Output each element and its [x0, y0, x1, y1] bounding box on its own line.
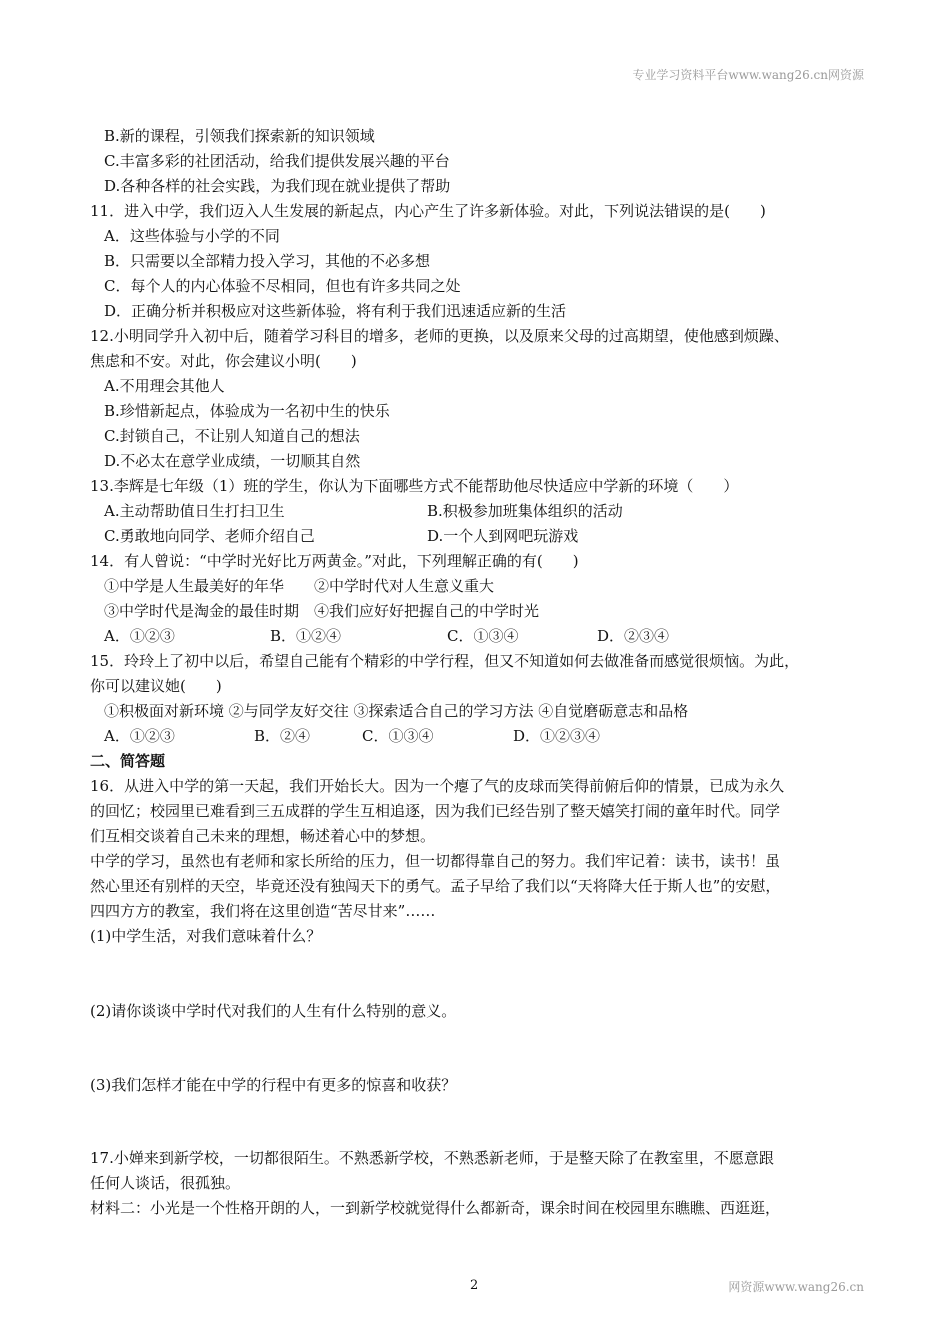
- q10-option-b: B.新的课程，引领我们探索新的知识领域: [104, 127, 375, 145]
- q17-passage-line2: 任何人谈话，很孤独。: [90, 1174, 241, 1192]
- q11-stem: 11．进入中学，我们迈入人生发展的新起点，内心产生了许多新体验。对此，下列说法错误的是( ): [90, 202, 766, 220]
- q12-option-c: C.封锁自己，不让别人知道自己的想法: [104, 427, 360, 445]
- q11-option-a: A．这些体验与小学的不同: [104, 227, 280, 245]
- q14-option-d: D．②③④: [597, 627, 670, 645]
- q12-option-b: B.珍惜新起点，体验成为一名初中生的快乐: [104, 402, 390, 420]
- q15-stem-line2: 你可以建议她( ): [90, 677, 222, 695]
- q12-stem-line1: 12.小明同学升入初中后，随着学习科目的增多，老师的更换，以及原来父母的过高期望，使他感到烦躁、: [90, 327, 789, 345]
- q14-statements-2: ③中学时代是淘金的最佳时期 ④我们应好好把握自己的中学时光: [104, 602, 540, 620]
- q14-option-c: C．①③④: [447, 627, 519, 645]
- q13-option-c: C.勇敢地向同学、老师介绍自己: [104, 527, 315, 545]
- q13-option-b: B.积极参加班集体组织的活动: [427, 502, 623, 520]
- page-number: 2: [470, 1278, 479, 1293]
- q12-option-a: A.不用理会其他人: [104, 377, 225, 395]
- q10-option-d: D.各种各样的社会实践，为我们现在就业提供了帮助: [104, 177, 451, 195]
- q13-option-d: D.一个人到网吧玩游戏: [427, 527, 579, 545]
- q17-material-2: 材料二：小光是一个性格开朗的人，一到新学校就觉得什么都新奇，课余时间在校园里东瞧瞧、西逛逛，: [90, 1199, 781, 1217]
- q16-passage-line2: 的回忆；校园里已难看到三五成群的学生互相追逐，因为我们已经告别了整天嬉笑打闹的童年时代。同学: [90, 802, 781, 820]
- q13-option-a: A.主动帮助值日生打扫卫生: [104, 502, 285, 520]
- q11-option-c: C．每个人的内心体验不尽相同，但也有许多共同之处: [104, 277, 461, 295]
- q16-passage-line3: 们互相交谈着自己未来的理想，畅述着心中的梦想。: [90, 827, 436, 845]
- q14-statements-1: ①中学是人生最美好的年华 ②中学时代对人生意义重大: [104, 577, 495, 595]
- q10-option-c: C.丰富多彩的社团活动，给我们提供发展兴趣的平台: [104, 152, 450, 170]
- q16-subquestion-1: (1)中学生活，对我们意味着什么？: [90, 927, 322, 945]
- q15-option-d: D．①②③④: [513, 727, 601, 745]
- q11-option-b: B．只需要以全部精力投入学习，其他的不必多想: [104, 252, 431, 270]
- q16-subquestion-3: (3)我们怎样才能在中学的行程中有更多的惊喜和收获？: [90, 1076, 457, 1094]
- q13-stem: 13.李辉是七年级（1）班的学生，你认为下面哪些方式不能帮助他尽快适应中学新的环境（ ）: [90, 477, 739, 495]
- page-header-source: 专业学习资料平台www.wang26.cn网资源: [632, 68, 864, 82]
- q16-subquestion-2: (2)请你谈谈中学时代对我们的人生有什么特别的意义。: [90, 1002, 457, 1020]
- q14-option-a: A．①②③: [104, 627, 175, 645]
- q15-option-a: A．①②③: [104, 727, 175, 745]
- q11-option-d: D．正确分析并积极应对这些新体验，将有利于我们迅速适应新的生活: [104, 302, 567, 320]
- q15-option-b: B．②④: [254, 727, 311, 745]
- q16-passage-line1: 16．从进入中学的第一天起，我们开始长大。因为一个瘪了气的皮球而笑得前俯后仰的情景，已成为永久: [90, 777, 785, 795]
- q15-option-c: C．①③④: [362, 727, 434, 745]
- q14-option-b: B．①②④: [270, 627, 342, 645]
- q15-stem-line1: 15．玲玲上了初中以后，希望自己能有个精彩的中学行程，但又不知道如何去做准备而感觉很烦恼。为此，: [90, 652, 800, 670]
- footer-source: 网资源www.wang26.cn: [728, 1280, 864, 1294]
- q16-passage-line6: 四四方方的教室，我们将在这里创造“苦尽甘来”……: [90, 902, 436, 920]
- q17-passage-line1: 17.小婵来到新学校，一切都很陌生。不熟悉新学校，不熟悉新老师，于是整天除了在教室里，不愿意跟: [90, 1149, 774, 1167]
- section-heading-short-answer: 二、简答题: [90, 752, 166, 770]
- q16-passage-line4: 中学的学习，虽然也有老师和家长所给的压力，但一切都得靠自己的努力。我们牢记着：读书，读书！虽: [90, 852, 781, 870]
- q15-statements: ①积极面对新环境 ②与同学友好交往 ③探索适合自己的学习方法 ④自觉磨砺意志和品格: [104, 702, 689, 720]
- q16-passage-line5: 然心里还有别样的天空，毕竟还没有独闯天下的勇气。孟子早给了我们以“天将降大任于斯人也”的安慰，: [90, 877, 781, 895]
- q14-stem: 14．有人曾说：“中学时光好比万两黄金。”对此，下列理解正确的有( ): [90, 552, 579, 570]
- q12-option-d: D.不必太在意学业成绩，一切顺其自然: [104, 452, 361, 470]
- q12-stem-line2: 焦虑和不安。对此，你会建议小明( ): [90, 352, 357, 370]
